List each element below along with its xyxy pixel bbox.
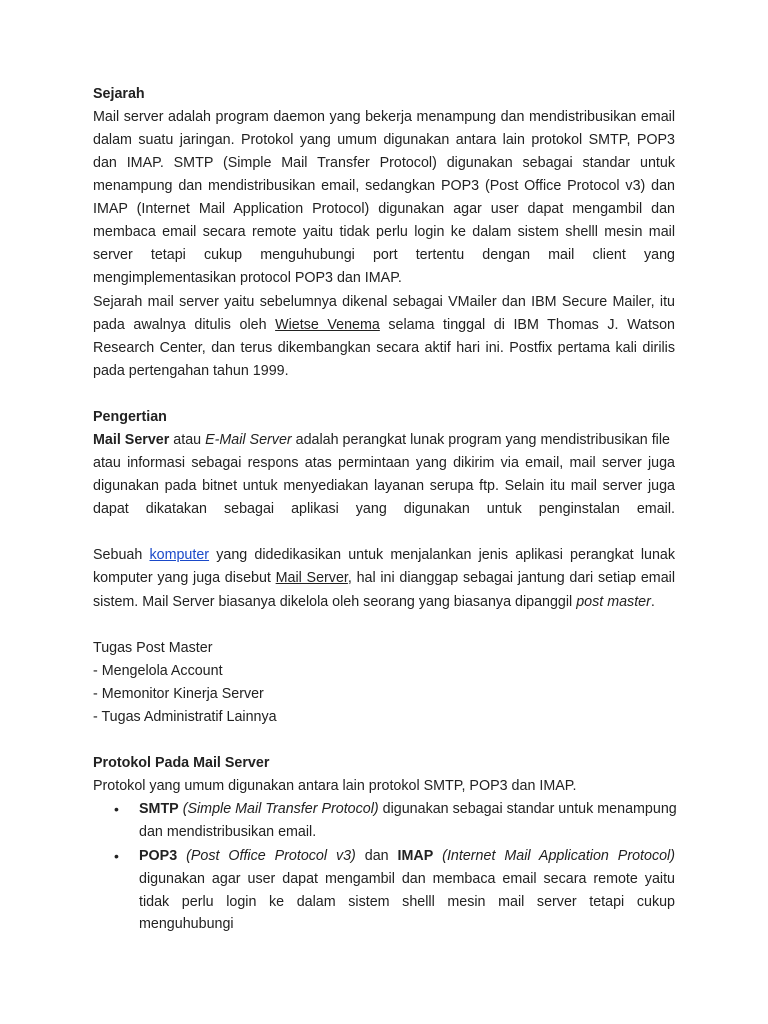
wietse-venema-link[interactable]: Wietse Venema: [275, 317, 380, 333]
paragraph-line: Protokol yang umum digunakan antara lain protokol SMTP, POP3 dan IMAP.: [93, 778, 577, 794]
bullet-icon: •: [114, 801, 119, 817]
komputer-link[interactable]: komputer: [149, 547, 210, 563]
text-run: , hal ini dianggap sebagai jantung dari setiap email: [347, 570, 675, 586]
term-pop3: POP3: [139, 848, 178, 864]
text-run: komputer yang juga disebut: [93, 570, 276, 586]
mail-server-link[interactable]: Mail Server: [275, 570, 348, 586]
bullet-line: dan mendistribusikan email.: [139, 824, 317, 840]
section-heading-protokol: Protokol Pada Mail Server: [93, 755, 270, 771]
term-post-master: post master: [576, 594, 651, 610]
paragraph-line: [93, 314, 675, 336]
paragraph-line: [93, 429, 675, 451]
term-email-server: E-Mail Server: [205, 432, 292, 448]
paragraph-line: Sejarah mail server yaitu sebelumnya dikenal sebagai VMailer dan IBM Secure Mailer, itu: [93, 294, 675, 310]
paragraph-line: Research Center, dan terus dikembangkan secara aktif hari ini. Postfix pertama kali dirilis: [93, 340, 675, 356]
bullet-line: digunakan agar user dapat mengambil dan membaca email secara remote yaitu: [139, 871, 675, 887]
bullet-icon: •: [114, 848, 119, 864]
term-smtp-full: (Simple Mail Transfer Protocol): [178, 801, 379, 817]
text-run: yang didedikasikan untuk menjalankan jenis aplikasi perangkat lunak: [209, 547, 675, 563]
list-item: - Tugas Administratif Lainnya: [93, 709, 277, 725]
text-run: Sebuah: [93, 547, 150, 563]
paragraph-line: menampung dan mendistribusikan email, sedangkan POP3 (Post Office Protocol v3) dan: [93, 178, 675, 194]
paragraph-line: server tetapi cukup menguhubungi port tertentu dengan mail client yang: [93, 247, 675, 263]
paragraph-line: digunakan pada bitnet untuk menyediakan layanan serupa ftp. Selain itu mail server juga: [93, 478, 675, 494]
text-run: pada awalnya ditulis oleh: [93, 317, 276, 333]
tugas-heading: Tugas Post Master: [93, 640, 213, 656]
section-heading-sejarah: Sejarah: [93, 86, 145, 102]
paragraph-line: dapat dikatakan sebagai aplikasi yang digunakan untuk penginstalan email.: [93, 501, 675, 517]
paragraph-line: mengimplementasikan protocol POP3 dan IMAP.: [93, 270, 402, 286]
term-pop3-full: (Post Office Protocol v3): [177, 848, 356, 864]
bullet-line: [139, 798, 675, 820]
paragraph-line: [93, 591, 675, 613]
paragraph-line: membaca email secara remote yaitu tidak perlu login ke dalam sistem shelll mesin mail: [93, 224, 675, 240]
term-mail-server: Mail Server: [93, 432, 170, 448]
paragraph-line: atau informasi sebagai respons atas permintaan yang dikirim via email, mail server juga: [93, 455, 675, 471]
paragraph-line: dalam suatu jaringan. Protokol yang umum digunakan antara lain protokol SMTP, POP3: [93, 132, 675, 148]
text-run: sistem. Mail Server biasanya dikelola oleh seorang yang biasanya dipanggil: [93, 594, 577, 610]
list-item: - Mengelola Account: [93, 663, 223, 679]
paragraph-line: [93, 544, 675, 566]
section-heading-pengertian: Pengertian: [93, 409, 167, 425]
bullet-line: tidak perlu login ke dalam sistem shelll mesin mail server tetapi cukup menguhubungi: [139, 894, 675, 932]
bullet-line: [139, 845, 675, 867]
paragraph-line: dan IMAP. SMTP (Simple Mail Transfer Protocol) digunakan sebagai standar untuk: [93, 155, 675, 171]
text-run: selama tinggal di IBM Thomas J. Watson: [379, 317, 676, 333]
text-run: .: [650, 594, 655, 610]
paragraph-line: [93, 567, 675, 589]
term-imap-full: (Internet Mail Application Protocol): [433, 848, 675, 864]
text-run: adalah perangkat lunak program yang mendistribusikan file: [291, 432, 670, 448]
text-run: dan: [355, 848, 398, 864]
paragraph-line: pada pertengahan tahun 1999.: [93, 363, 289, 379]
term-imap: IMAP: [397, 848, 434, 864]
text-run: atau: [169, 432, 206, 448]
list-item: - Memonitor Kinerja Server: [93, 686, 264, 702]
term-smtp: SMTP: [139, 801, 179, 817]
paragraph-line: Mail server adalah program daemon yang bekerja menampung dan mendistribusikan email: [93, 109, 675, 125]
paragraph-line: IMAP (Internet Mail Application Protocol) digunakan agar user dapat mengambil dan: [93, 201, 675, 217]
text-run: digunakan sebagai standar untuk menampung: [378, 801, 677, 817]
